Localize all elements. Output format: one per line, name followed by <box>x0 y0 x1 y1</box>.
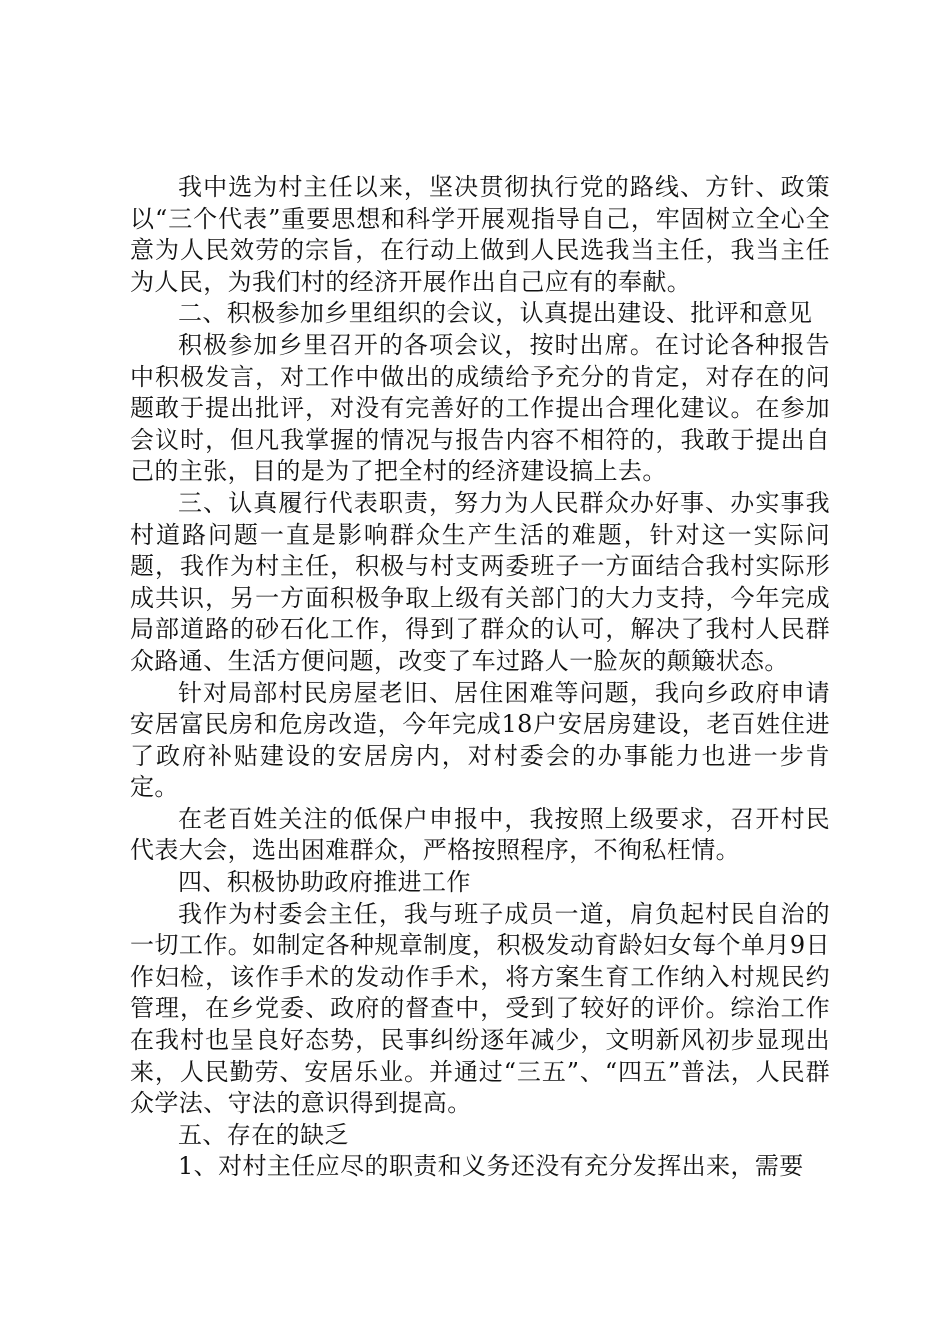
paragraph-election-intro: 我中选为村主任以来，坚决贯彻执行党的路线、方针、政策以“三个代表”重要思想和科学开展观指导自己，牢固树立全心全意为人民效劳的宗旨，在行动上做到人民选我当主任，我当主任为人民，为我们村的经济开展作出自己应有的奉献。 <box>130 173 830 296</box>
paragraph-low-income: 在老百姓关注的低保户申报中，我按照上级要求，召开村民代表大会，选出困难群众，严格按照程序，不徇私枉情。 <box>130 804 830 865</box>
paragraph-shortcoming-1: 1、对村主任应尽的职责和义务还没有充分发挥出来，需要 <box>178 1152 804 1181</box>
paragraph-duties-roads: 三、认真履行代表职责，努力为人民群众办好事、办实事我村道路问题一直是影响群众生产生活的难题，针对这一实际问题，我作为村主任，积极与村支两委班子一方面结合我村实际形成共识，另一方面积极争取上级有关部门的大力支持，今年完成局部道路的砂石化工作，得到了群众的认可，解决了我村人民群众路通、生活方便问题，改变了车过路人一脸灰的颠簸状态。 <box>130 488 830 675</box>
heading-meetings: 二、积极参加乡里组织的会议，认真提出建设、批评和意见 <box>178 299 813 328</box>
heading-assist-government: 四、积极协助政府推进工作 <box>178 868 471 897</box>
document-body <box>130 172 830 1183</box>
paragraph-meetings: 积极参加乡里召开的各项会议，按时出席。在讨论各种报告中积极发言，对工作中做出的成绩给予充分的肯定，对存在的问题敢于提出批评，对没有完善好的工作提出合理化建议。在参加会议时，但凡我掌握的情况与报告内容不相符的，我敢于提出自己的主张，目的是为了把全村的经济建设搞上去。 <box>130 330 830 486</box>
paragraph-housing: 针对局部村民房屋老旧、居住困难等问题，我向乡政府申请安居富民房和危房改造，今年完成18户安居房建设，老百姓住进了政府补贴建设的安居房内，对村委会的办事能力也进一步肯定。 <box>130 678 830 802</box>
heading-shortcomings: 五、存在的缺乏 <box>178 1120 349 1149</box>
paragraph-village-work: 我作为村委会主任，我与班子成员一道，肩负起村民自治的一切工作。如制定各种规章制度，积极发动育龄妇女每个单月9日作妇检，该作手术的发动作手术，将方案生育工作纳入村规民约管理，在乡党委、政府的督查中，受到了较好的评价。综治工作在我村也呈良好态势，民事纠纷逐年减少，文明新风初步显现出来，人民勤劳、安居乐业。并通过“三五”、“四五”普法，人民群众学法、守法的意识得到提高。 <box>130 899 830 1118</box>
